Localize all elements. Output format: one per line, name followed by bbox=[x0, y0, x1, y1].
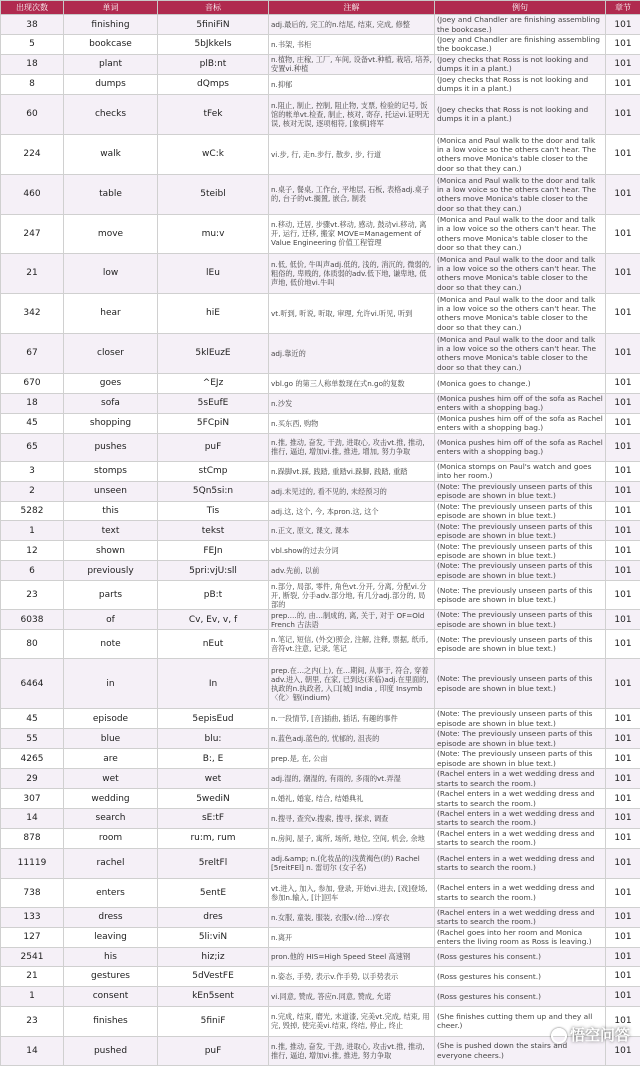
cell-phonetic: 5Qn5si:n bbox=[158, 481, 269, 501]
cell-word: parts bbox=[64, 581, 158, 610]
cell-chapter: 101 bbox=[606, 610, 640, 630]
cell-example: (Monica and Paul walk to the door and talk in a low voice so the others can't hear. The others move Monica's table closer to the door so that they can.) bbox=[435, 293, 606, 333]
cell-gloss: adj.最后的, 完工的n.结尾, 结束, 完成, 修整 bbox=[269, 15, 435, 35]
cell-gloss: n.姿态, 手势, 表示v.作手势, 以手势表示 bbox=[269, 966, 435, 986]
cell-chapter: 101 bbox=[606, 659, 640, 709]
cell-word: dress bbox=[64, 907, 158, 927]
cell-word: in bbox=[64, 659, 158, 709]
cell-chapter: 101 bbox=[606, 927, 640, 947]
cell-count: 38 bbox=[1, 15, 64, 35]
cell-example: (Monica and Paul walk to the door and talk in a low voice so the others can't hear. The others move Monica's table closer to the door so that they can.) bbox=[435, 333, 606, 373]
cell-phonetic: ru:m, rum bbox=[158, 828, 269, 848]
table-row bbox=[1, 729, 640, 749]
table-row bbox=[1, 581, 640, 610]
watermark-text: 悟空问答 bbox=[570, 1026, 630, 1044]
cell-gloss: n.搜寻, 查究v.搜索, 搜寻, 探求, 调查 bbox=[269, 809, 435, 829]
cell-phonetic: mu:v bbox=[158, 214, 269, 253]
cell-gloss: n.一段情节, [音]插曲, 插话, 有趣的事件 bbox=[269, 709, 435, 729]
cell-word: his bbox=[64, 947, 158, 966]
cell-gloss: n.蓝色adj.蓝色的, 忧郁的, 沮丧的 bbox=[269, 729, 435, 749]
cell-count: 14 bbox=[1, 809, 64, 829]
table-row bbox=[1, 610, 640, 630]
cell-word: checks bbox=[64, 94, 158, 134]
cell-count: 55 bbox=[1, 729, 64, 749]
cell-chapter: 101 bbox=[606, 749, 640, 769]
cell-example: (Ross gestures his consent.) bbox=[435, 966, 606, 986]
cell-count: 460 bbox=[1, 174, 64, 214]
table-row bbox=[1, 749, 640, 769]
cell-gloss: vi.同意, 赞成, 答应n.同意, 赞成, 允诺 bbox=[269, 986, 435, 1006]
cell-word: rachel bbox=[64, 848, 158, 878]
cell-phonetic: dQmps bbox=[158, 74, 269, 94]
table-row bbox=[1, 214, 640, 253]
cell-count: 80 bbox=[1, 630, 64, 659]
table-row bbox=[1, 709, 640, 729]
table-row bbox=[1, 769, 640, 789]
cell-example: (Ross gestures his consent.) bbox=[435, 986, 606, 1006]
cell-gloss: n.买东西, 购物 bbox=[269, 413, 435, 433]
cell-example: (Note: The previously unseen parts of this episode are shown in blue text.) bbox=[435, 501, 606, 521]
cell-example: (Monica pushes him off of the sofa as Rachel enters with a shopping bag.) bbox=[435, 433, 606, 461]
cell-word: closer bbox=[64, 333, 158, 373]
cell-word: episode bbox=[64, 709, 158, 729]
cell-count: 65 bbox=[1, 433, 64, 461]
cell-example: (Note: The previously unseen parts of this episode are shown in blue text.) bbox=[435, 561, 606, 581]
cell-example: (Monica pushes him off of the sofa as Rachel enters with a shopping bag.) bbox=[435, 393, 606, 413]
cell-example: (She finishes cutting them up and they all cheer.) bbox=[435, 1006, 606, 1036]
cell-word: plant bbox=[64, 54, 158, 74]
cell-word: goes bbox=[64, 373, 158, 393]
table-row bbox=[1, 54, 640, 74]
cell-example: (Note: The previously unseen parts of this episode are shown in blue text.) bbox=[435, 481, 606, 501]
cell-count: 133 bbox=[1, 907, 64, 927]
cell-phonetic: 5teibl bbox=[158, 174, 269, 214]
cell-gloss: adv.先前, 以前 bbox=[269, 561, 435, 581]
cell-count: 127 bbox=[1, 927, 64, 947]
cell-chapter: 101 bbox=[606, 1036, 640, 1065]
cell-gloss: n.沙发 bbox=[269, 393, 435, 413]
cell-phonetic: 5finiFiN bbox=[158, 15, 269, 35]
cell-count: 18 bbox=[1, 54, 64, 74]
cell-chapter: 101 bbox=[606, 848, 640, 878]
cell-word: search bbox=[64, 809, 158, 829]
cell-example: (Note: The previously unseen parts of this episode are shown in blue text.) bbox=[435, 709, 606, 729]
cell-phonetic: blu: bbox=[158, 729, 269, 749]
cell-word: blue bbox=[64, 729, 158, 749]
cell-count: 5282 bbox=[1, 501, 64, 521]
cell-gloss: n.完成, 结束, 磨光, 末道漆, 完美vt.完成, 结束, 用完, 毁掉, 使完美vi.结束, 终结, 停止, 终止 bbox=[269, 1006, 435, 1036]
cell-word: sofa bbox=[64, 393, 158, 413]
cell-chapter: 101 bbox=[606, 214, 640, 253]
cell-word: finishes bbox=[64, 1006, 158, 1036]
cell-phonetic: dres bbox=[158, 907, 269, 927]
cell-chapter: 101 bbox=[606, 501, 640, 521]
table-row bbox=[1, 373, 640, 393]
table-row bbox=[1, 74, 640, 94]
cell-example: (Rachel enters in a wet wedding dress and starts to search the room.) bbox=[435, 769, 606, 789]
cell-word: table bbox=[64, 174, 158, 214]
cell-phonetic: 5FCpiN bbox=[158, 413, 269, 433]
header-example: 例句 bbox=[435, 1, 606, 15]
cell-example: (Rachel goes into her room and Monica enters the living room as Ross is leaving.) bbox=[435, 927, 606, 947]
cell-count: 247 bbox=[1, 214, 64, 253]
cell-word: room bbox=[64, 828, 158, 848]
cell-phonetic: Cv, Ev, v, f bbox=[158, 610, 269, 630]
cell-gloss: vbl.go 的第三人称单数现在式n.go的复数 bbox=[269, 373, 435, 393]
cell-example: (Rachel enters in a wet wedding dress and starts to search the room.) bbox=[435, 878, 606, 907]
cell-phonetic: puF bbox=[158, 1036, 269, 1065]
cell-phonetic: nEut bbox=[158, 630, 269, 659]
cell-count: 23 bbox=[1, 581, 64, 610]
table-row bbox=[1, 878, 640, 907]
table-row bbox=[1, 174, 640, 214]
cell-gloss: n.推, 推动, 奋发, 干劲, 进取心, 攻击vt.推, 推动, 推行, 逼迫, 增加vi.推, 推进, 努力争取 bbox=[269, 1036, 435, 1065]
cell-gloss: prep.…的, 由…制成的, 离, 关于, 对于 OF=Old French 古法语 bbox=[269, 610, 435, 630]
cell-example: (Monica and Paul walk to the door and talk in a low voice so the others can't hear. The others move Monica's table closer to the door so that they can.) bbox=[435, 214, 606, 253]
cell-count: 6464 bbox=[1, 659, 64, 709]
cell-word: note bbox=[64, 630, 158, 659]
cell-chapter: 101 bbox=[606, 947, 640, 966]
cell-phonetic: 5li:viN bbox=[158, 927, 269, 947]
cell-chapter: 101 bbox=[606, 809, 640, 829]
cell-example: (Joey checks that Ross is not looking and dumps it in a plant.) bbox=[435, 54, 606, 74]
cell-count: 23 bbox=[1, 1006, 64, 1036]
table-row bbox=[1, 253, 640, 293]
cell-example: (Joey and Chandler are finishing assembling the bookcase.) bbox=[435, 15, 606, 35]
header-count: 出现次数 bbox=[1, 1, 64, 15]
cell-phonetic: tekst bbox=[158, 521, 269, 541]
cell-phonetic: hiE bbox=[158, 293, 269, 333]
cell-count: 342 bbox=[1, 293, 64, 333]
table-row bbox=[1, 947, 640, 966]
cell-chapter: 101 bbox=[606, 907, 640, 927]
cell-chapter: 101 bbox=[606, 1006, 640, 1036]
cell-word: pushes bbox=[64, 433, 158, 461]
cell-word: wedding bbox=[64, 789, 158, 809]
cell-chapter: 101 bbox=[606, 561, 640, 581]
cell-chapter: 101 bbox=[606, 134, 640, 174]
cell-count: 1 bbox=[1, 986, 64, 1006]
table-row bbox=[1, 828, 640, 848]
header-phonetic: 音标 bbox=[158, 1, 269, 15]
cell-example: (Note: The previously unseen parts of this episode are shown in blue text.) bbox=[435, 659, 606, 709]
cell-chapter: 101 bbox=[606, 393, 640, 413]
table-row bbox=[1, 1006, 640, 1036]
cell-chapter: 101 bbox=[606, 729, 640, 749]
cell-count: 45 bbox=[1, 709, 64, 729]
cell-word: wet bbox=[64, 769, 158, 789]
table-row bbox=[1, 35, 640, 55]
cell-gloss: n.女服, 童装, 服装, 衣服v.(给…)穿衣 bbox=[269, 907, 435, 927]
cell-phonetic: puF bbox=[158, 433, 269, 461]
cell-chapter: 101 bbox=[606, 373, 640, 393]
cell-example: (Ross gestures his consent.) bbox=[435, 947, 606, 966]
cell-gloss: pron.他的 HIS=High Speed Steel 高速钢 bbox=[269, 947, 435, 966]
cell-word: stomps bbox=[64, 461, 158, 481]
cell-gloss: n.抑郁 bbox=[269, 74, 435, 94]
cell-example: (Monica and Paul walk to the door and talk in a low voice so the others can't hear. The others move Monica's table closer to the door so that they can.) bbox=[435, 174, 606, 214]
table-row bbox=[1, 15, 640, 35]
header-gloss: 注解 bbox=[269, 1, 435, 15]
cell-gloss: adj.靠近的 bbox=[269, 333, 435, 373]
cell-gloss: adj.未见过的, 看不见的, 未经预习的 bbox=[269, 481, 435, 501]
cell-chapter: 101 bbox=[606, 461, 640, 481]
cell-count: 12 bbox=[1, 541, 64, 561]
table-row bbox=[1, 433, 640, 461]
cell-word: walk bbox=[64, 134, 158, 174]
cell-count: 307 bbox=[1, 789, 64, 809]
cell-word: this bbox=[64, 501, 158, 521]
cell-count: 14 bbox=[1, 1036, 64, 1065]
cell-word: shown bbox=[64, 541, 158, 561]
table-row bbox=[1, 393, 640, 413]
cell-phonetic: 5reltFl bbox=[158, 848, 269, 878]
cell-gloss: adj.湿的, 潮湿的, 有雨的, 多雨的vt.弄湿 bbox=[269, 769, 435, 789]
cell-count: 29 bbox=[1, 769, 64, 789]
table-row bbox=[1, 94, 640, 134]
cell-count: 8 bbox=[1, 74, 64, 94]
cell-count: 6038 bbox=[1, 610, 64, 630]
cell-phonetic: 5finiF bbox=[158, 1006, 269, 1036]
cell-gloss: n.正文, 原文, 课文, 课本 bbox=[269, 521, 435, 541]
cell-phonetic: kEn5sent bbox=[158, 986, 269, 1006]
cell-gloss: n.移动, 迁居, 步骤vt.移动, 感动, 鼓动vi.移动, 离开, 运行, 迁移, 搬家 MOVE=Management of Value Engineering 价值工程管理 bbox=[269, 214, 435, 253]
cell-word: unseen bbox=[64, 481, 158, 501]
cell-example: (Joey checks that Ross is not looking and dumps it in a plant.) bbox=[435, 94, 606, 134]
cell-gloss: n.部分, 局部, 零件, 角色vt.分开, 分离, 分配vi.分开, 断裂, 分手adv.部分地, 有几分adj.部分的, 局部的 bbox=[269, 581, 435, 610]
cell-gloss: vbl.show的过去分词 bbox=[269, 541, 435, 561]
table-row bbox=[1, 333, 640, 373]
cell-phonetic: hiz;iz bbox=[158, 947, 269, 966]
cell-phonetic: 5bJkkeIs bbox=[158, 35, 269, 55]
cell-gloss: n.笔记, 短信, (外交)照会, 注解, 注释, 票据, 纸币, 音符vt.注意, 记录, 笔记 bbox=[269, 630, 435, 659]
cell-phonetic: wet bbox=[158, 769, 269, 789]
cell-count: 3 bbox=[1, 461, 64, 481]
cell-count: 738 bbox=[1, 878, 64, 907]
cell-phonetic: 5sEufE bbox=[158, 393, 269, 413]
cell-example: (Note: The previously unseen parts of this episode are shown in blue text.) bbox=[435, 581, 606, 610]
cell-phonetic: 5episEud bbox=[158, 709, 269, 729]
cell-example: (Monica pushes him off of the sofa as Rachel enters with a shopping bag.) bbox=[435, 413, 606, 433]
cell-count: 4265 bbox=[1, 749, 64, 769]
cell-chapter: 101 bbox=[606, 541, 640, 561]
cell-word: gestures bbox=[64, 966, 158, 986]
cell-word: finishing bbox=[64, 15, 158, 35]
table-row bbox=[1, 541, 640, 561]
cell-phonetic: Tis bbox=[158, 501, 269, 521]
cell-example: (Note: The previously unseen parts of this episode are shown in blue text.) bbox=[435, 749, 606, 769]
cell-example: (Note: The previously unseen parts of this episode are shown in blue text.) bbox=[435, 541, 606, 561]
cell-count: 67 bbox=[1, 333, 64, 373]
cell-count: 21 bbox=[1, 253, 64, 293]
cell-chapter: 101 bbox=[606, 986, 640, 1006]
cell-chapter: 101 bbox=[606, 293, 640, 333]
cell-example: (Joey and Chandler are finishing assembling the bookcase.) bbox=[435, 35, 606, 55]
header-word: 单词 bbox=[64, 1, 158, 15]
cell-count: 11119 bbox=[1, 848, 64, 878]
cell-chapter: 101 bbox=[606, 581, 640, 610]
table-row bbox=[1, 659, 640, 709]
cell-count: 2 bbox=[1, 481, 64, 501]
cell-example: (Rachel enters in a wet wedding dress and starts to search the room.) bbox=[435, 828, 606, 848]
cell-gloss: n.书架, 书柜 bbox=[269, 35, 435, 55]
cell-chapter: 101 bbox=[606, 769, 640, 789]
cell-chapter: 101 bbox=[606, 433, 640, 461]
cell-phonetic: 5dVestFE bbox=[158, 966, 269, 986]
cell-word: bookcase bbox=[64, 35, 158, 55]
cell-gloss: adj.这, 这个, 今, 本pron.这, 这个 bbox=[269, 501, 435, 521]
cell-phonetic: B:, E bbox=[158, 749, 269, 769]
cell-word: are bbox=[64, 749, 158, 769]
cell-phonetic: 5klEuzE bbox=[158, 333, 269, 373]
cell-phonetic: wC:k bbox=[158, 134, 269, 174]
table-row bbox=[1, 789, 640, 809]
cell-gloss: vt.听到, 听说, 听取, 审理, 允许vi.听见, 听到 bbox=[269, 293, 435, 333]
cell-example: (Joey checks that Ross is not looking and dumps it in a plant.) bbox=[435, 74, 606, 94]
cell-gloss: n.低, 低价, 牛叫声adj.低的, 浅的, 消沉的, 微弱的, 粗俗的, 卑贱的, 体质弱的adv.低下地, 谦卑地, 低声地, 低价地vi.牛叫 bbox=[269, 253, 435, 293]
cell-word: dumps bbox=[64, 74, 158, 94]
table-row bbox=[1, 809, 640, 829]
cell-gloss: vi.步, 行, 走n.步行, 散步, 步, 行道 bbox=[269, 134, 435, 174]
cell-count: 45 bbox=[1, 413, 64, 433]
cell-phonetic: sE:tF bbox=[158, 809, 269, 829]
cell-chapter: 101 bbox=[606, 481, 640, 501]
cell-chapter: 101 bbox=[606, 253, 640, 293]
table-row bbox=[1, 521, 640, 541]
cell-chapter: 101 bbox=[606, 521, 640, 541]
table-row bbox=[1, 461, 640, 481]
cell-word: hear bbox=[64, 293, 158, 333]
cell-phonetic: lEu bbox=[158, 253, 269, 293]
cell-chapter: 101 bbox=[606, 333, 640, 373]
cell-count: 878 bbox=[1, 828, 64, 848]
cell-word: consent bbox=[64, 986, 158, 1006]
cell-count: 5 bbox=[1, 35, 64, 55]
cell-gloss: adj.&amp; n.(化妆品的)浅黄褐色(的) Rachel [5reitFEl] n. 雷切尔 (女子名) bbox=[269, 848, 435, 878]
cell-phonetic: pB:t bbox=[158, 581, 269, 610]
table-row bbox=[1, 907, 640, 927]
table-row bbox=[1, 413, 640, 433]
cell-word: enters bbox=[64, 878, 158, 907]
table-row bbox=[1, 986, 640, 1006]
cell-word: pushed bbox=[64, 1036, 158, 1065]
cell-example: (Monica and Paul walk to the door and talk in a low voice so the others can't hear. The others move Monica's table closer to the door so that they can.) bbox=[435, 253, 606, 293]
cell-phonetic: 5wediN bbox=[158, 789, 269, 809]
cell-chapter: 101 bbox=[606, 709, 640, 729]
cell-gloss: n.阻止, 制止, 控制, 阻止物, 支票, 检验的记号, 饭馆的帐单vt.检查, 制止, 核对, 寄存, 托运vi.证明无误, 核对无误, 逐项相符, [象棋]将军 bbox=[269, 94, 435, 134]
cell-chapter: 101 bbox=[606, 35, 640, 55]
cell-example: (Rachel enters in a wet wedding dress and starts to search the room.) bbox=[435, 848, 606, 878]
cell-gloss: n.离开 bbox=[269, 927, 435, 947]
cell-phonetic: plB:nt bbox=[158, 54, 269, 74]
cell-gloss: n.婚礼, 婚宴, 结合, 结婚典礼 bbox=[269, 789, 435, 809]
cell-phonetic: ^EJz bbox=[158, 373, 269, 393]
cell-chapter: 101 bbox=[606, 94, 640, 134]
cell-word: leaving bbox=[64, 927, 158, 947]
cell-phonetic: stCmp bbox=[158, 461, 269, 481]
table-row bbox=[1, 1036, 640, 1065]
cell-gloss: prep.是, 在, 公亩 bbox=[269, 749, 435, 769]
cell-phonetic: tFek bbox=[158, 94, 269, 134]
table-row bbox=[1, 848, 640, 878]
cell-chapter: 101 bbox=[606, 878, 640, 907]
cell-word: move bbox=[64, 214, 158, 253]
cell-example: (She is pushed down the stairs and everyone cheers.) bbox=[435, 1036, 606, 1065]
cell-gloss: n.房间, 屋子, 寓所, 场所, 地位, 空间, 机会, 余地 bbox=[269, 828, 435, 848]
watermark bbox=[551, 1024, 630, 1045]
cell-example: (Monica and Paul walk to the door and talk in a low voice so the others can't hear. The others move Monica's table closer to the door so that they can.) bbox=[435, 134, 606, 174]
cell-example: (Note: The previously unseen parts of this episode are shown in blue text.) bbox=[435, 630, 606, 659]
cell-count: 670 bbox=[1, 373, 64, 393]
cell-example: (Rachel enters in a wet wedding dress and starts to search the room.) bbox=[435, 809, 606, 829]
table-row bbox=[1, 293, 640, 333]
table-row bbox=[1, 501, 640, 521]
cell-gloss: n.植物, 庄稼, 工厂, 车间, 设备vt.种植, 栽培, 培养, 安置vi.种植 bbox=[269, 54, 435, 74]
cell-count: 18 bbox=[1, 393, 64, 413]
cell-count: 21 bbox=[1, 966, 64, 986]
cell-gloss: n.跺脚vt.踩, 践踏, 重踏vi.跺脚, 践踏, 重踏 bbox=[269, 461, 435, 481]
cell-phonetic: In bbox=[158, 659, 269, 709]
header-chapter: 章节 bbox=[606, 1, 640, 15]
cell-chapter: 101 bbox=[606, 74, 640, 94]
cell-example: (Note: The previously unseen parts of this episode are shown in blue text.) bbox=[435, 610, 606, 630]
cell-example: (Note: The previously unseen parts of this episode are shown in blue text.) bbox=[435, 521, 606, 541]
header-row bbox=[1, 1, 640, 15]
cell-count: 1 bbox=[1, 521, 64, 541]
cell-phonetic: 5pri:vjU:sll bbox=[158, 561, 269, 581]
table-row bbox=[1, 630, 640, 659]
cell-chapter: 101 bbox=[606, 413, 640, 433]
cell-example: (Rachel enters in a wet wedding dress and starts to search the room.) bbox=[435, 907, 606, 927]
cell-chapter: 101 bbox=[606, 789, 640, 809]
table-row bbox=[1, 134, 640, 174]
cell-chapter: 101 bbox=[606, 54, 640, 74]
cell-gloss: vt.进入, 加入, 参加, 登录, 开始vi.进去, [戏]登场, 参加n.输入, [计]回车 bbox=[269, 878, 435, 907]
cell-word: low bbox=[64, 253, 158, 293]
cell-count: 224 bbox=[1, 134, 64, 174]
table-row bbox=[1, 561, 640, 581]
cell-word: shopping bbox=[64, 413, 158, 433]
table-row bbox=[1, 481, 640, 501]
cell-phonetic: 5entE bbox=[158, 878, 269, 907]
chat-bubble-icon bbox=[551, 1028, 567, 1044]
cell-phonetic: FEJn bbox=[158, 541, 269, 561]
cell-example: (Monica goes to change.) bbox=[435, 373, 606, 393]
cell-gloss: prep.在…之内(上), 在…期间, 从事于, 符合, 穿着adv.进入, 朝里, 在家, 已到达(来临)adj.在里面的, 执政的n.执政者, 入口[城] India , 印度 Insymb 〈化〉铟(indium) bbox=[269, 659, 435, 709]
table-row bbox=[1, 927, 640, 947]
cell-count: 60 bbox=[1, 94, 64, 134]
cell-gloss: n.桌子, 餐桌, 工作台, 平地层, 石板, 表格adj.桌子的, 台子的vt.搁置, 嵌合, 制表 bbox=[269, 174, 435, 214]
cell-chapter: 101 bbox=[606, 966, 640, 986]
cell-example: (Note: The previously unseen parts of this episode are shown in blue text.) bbox=[435, 729, 606, 749]
cell-chapter: 101 bbox=[606, 174, 640, 214]
cell-word: previously bbox=[64, 561, 158, 581]
cell-chapter: 101 bbox=[606, 15, 640, 35]
cell-chapter: 101 bbox=[606, 828, 640, 848]
table-row bbox=[1, 966, 640, 986]
cell-count: 6 bbox=[1, 561, 64, 581]
cell-word: of bbox=[64, 610, 158, 630]
cell-word: text bbox=[64, 521, 158, 541]
cell-example: (Rachel enters in a wet wedding dress and starts to search the room.) bbox=[435, 789, 606, 809]
cell-count: 2541 bbox=[1, 947, 64, 966]
cell-chapter: 101 bbox=[606, 630, 640, 659]
cell-gloss: n.推, 推动, 奋发, 干劲, 进取心, 攻击vt.推, 推动, 推行, 逼迫, 增加vi.推, 推进, 增加, 努力争取 bbox=[269, 433, 435, 461]
cell-example: (Monica stomps on Paul's watch and goes into her room.) bbox=[435, 461, 606, 481]
